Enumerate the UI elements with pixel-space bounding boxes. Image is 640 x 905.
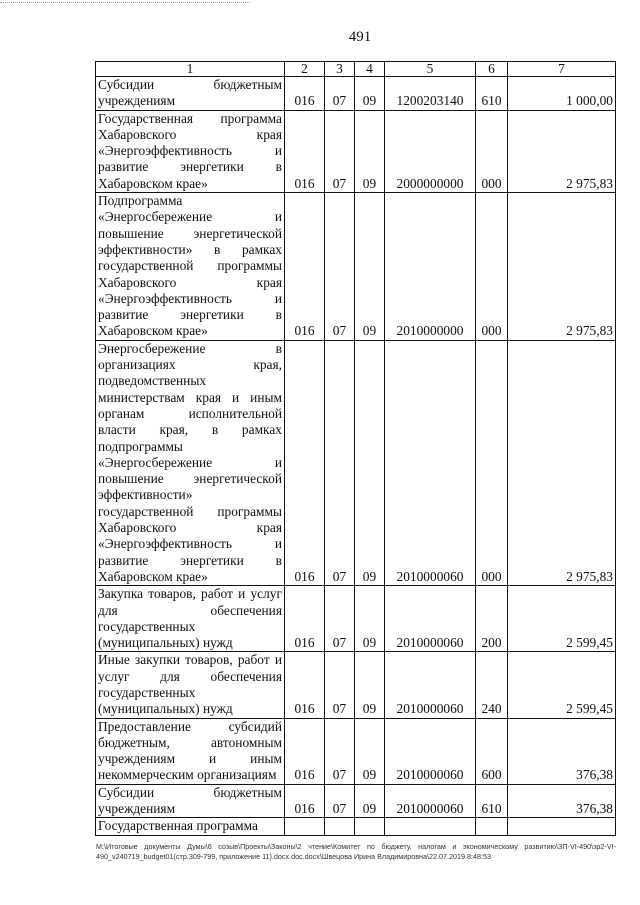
row-rz: 07 <box>325 110 355 192</box>
row-csr: 2010000060 <box>385 718 476 784</box>
row-rz: 07 <box>325 340 355 585</box>
row-vr: 000 <box>476 193 508 341</box>
page-number: 491 <box>348 29 372 45</box>
row-pr: 09 <box>355 340 385 585</box>
row-vr: 200 <box>476 586 508 652</box>
row-pr: 09 <box>355 77 385 111</box>
row-csr: 2010000060 <box>385 340 476 585</box>
row-name: Государственная программа <box>96 818 285 835</box>
row-csr: 2010000060 <box>385 652 476 718</box>
row-amount: 376,38 <box>508 784 616 818</box>
table-row <box>96 340 616 585</box>
table-row <box>96 77 616 111</box>
row-pr: 09 <box>355 718 385 784</box>
row-csr: 2010000000 <box>385 193 476 341</box>
row-pr: 09 <box>355 784 385 818</box>
budget-table <box>95 61 616 836</box>
top-dotted-rule <box>0 2 250 3</box>
row-pr: 09 <box>355 586 385 652</box>
table-row <box>96 652 616 718</box>
row-csr: 1200203140 <box>385 77 476 111</box>
row-gr: 016 <box>285 340 325 585</box>
table-row <box>96 586 616 652</box>
row-gr: 016 <box>285 193 325 341</box>
row-vr: 610 <box>476 77 508 111</box>
row-rz: 07 <box>325 652 355 718</box>
row-name: Государственная программа Хабаровского края «Энергоэффективность и развитие энергетики в Хабаровском крае» <box>96 110 285 192</box>
row-gr: 016 <box>285 110 325 192</box>
row-vr: 000 <box>476 340 508 585</box>
row-gr: 016 <box>285 586 325 652</box>
row-pr: 09 <box>355 110 385 192</box>
header-col-5: 5 <box>385 62 476 77</box>
row-gr: 016 <box>285 77 325 111</box>
row-pr: 09 <box>355 193 385 341</box>
row-amount: 2 975,83 <box>508 193 616 341</box>
row-csr <box>385 818 476 835</box>
row-pr <box>355 818 385 835</box>
row-rz: 07 <box>325 77 355 111</box>
row-amount: 1 000,00 <box>508 77 616 111</box>
row-vr: 000 <box>476 110 508 192</box>
row-amount: 2 599,45 <box>508 586 616 652</box>
table-row <box>96 718 616 784</box>
row-amount <box>508 818 616 835</box>
table-header-row <box>96 62 616 77</box>
table-row <box>96 110 616 192</box>
row-name: Энергосбережение в организациях края, подведомственных министерствам края и иным органам исполнительной власти края, в рамках подпрограммы «Энергосбережение и повышение энергетической эффективности» государственной программы Хабаровского края «Энергоэффективность и развитие энергетики в Хабаровском крае» <box>96 340 285 585</box>
row-amount: 2 975,83 <box>508 340 616 585</box>
header-col-2: 2 <box>285 62 325 77</box>
row-rz: 07 <box>325 784 355 818</box>
row-rz: 07 <box>325 718 355 784</box>
row-csr: 2010000060 <box>385 586 476 652</box>
row-vr: 600 <box>476 718 508 784</box>
row-pr: 09 <box>355 652 385 718</box>
header-col-3: 3 <box>325 62 355 77</box>
table-row <box>96 784 616 818</box>
row-gr: 016 <box>285 784 325 818</box>
row-vr: 240 <box>476 652 508 718</box>
row-gr: 016 <box>285 718 325 784</box>
row-rz <box>325 818 355 835</box>
row-name: Подпрограмма «Энергосбережение и повышение энергетической эффективности» в рамках государственной программы Хабаровского края «Энергоэффективность и развитие энергетики в Хабаровском крае» <box>96 193 285 341</box>
row-gr <box>285 818 325 835</box>
row-amount: 2 599,45 <box>508 652 616 718</box>
table-row-partial <box>96 818 616 835</box>
header-col-4: 4 <box>355 62 385 77</box>
row-gr: 016 <box>285 652 325 718</box>
row-rz: 07 <box>325 193 355 341</box>
header-col-7: 7 <box>508 62 616 77</box>
table-row <box>96 193 616 341</box>
footer-file-path: М:\Итоговые документы Думы\6 созыв\Проекты\Законы\2 чтение\Комитет по бюджету, налогам и экономическому развитию\ЗП-VI-490\зр2-VI-490_v240719_budget01(стр.309-799, приложение 11).docx.doc.docx\Швецова Ирина Владимировна\22.07.2019 8:48:53 <box>96 842 616 861</box>
row-rz: 07 <box>325 586 355 652</box>
row-name: Закупка товаров, работ и услуг для обеспечения государственных (муниципальных) нужд <box>96 586 285 652</box>
header-col-6: 6 <box>476 62 508 77</box>
row-csr: 2000000000 <box>385 110 476 192</box>
header-col-1: 1 <box>96 62 285 77</box>
row-vr <box>476 818 508 835</box>
row-name: Иные закупки товаров, работ и услуг для обеспечения государственных (муниципальных) нужд <box>96 652 285 718</box>
row-amount: 2 975,83 <box>508 110 616 192</box>
row-vr: 610 <box>476 784 508 818</box>
row-name: Субсидии бюджетным учреждениям <box>96 77 285 111</box>
row-name: Субсидии бюджетным учреждениям <box>96 784 285 818</box>
row-name: Предоставление субсидий бюджетным, автономным учреждениям и иным некоммерческим организациям <box>96 718 285 784</box>
row-csr: 2010000060 <box>385 784 476 818</box>
row-amount: 376,38 <box>508 718 616 784</box>
